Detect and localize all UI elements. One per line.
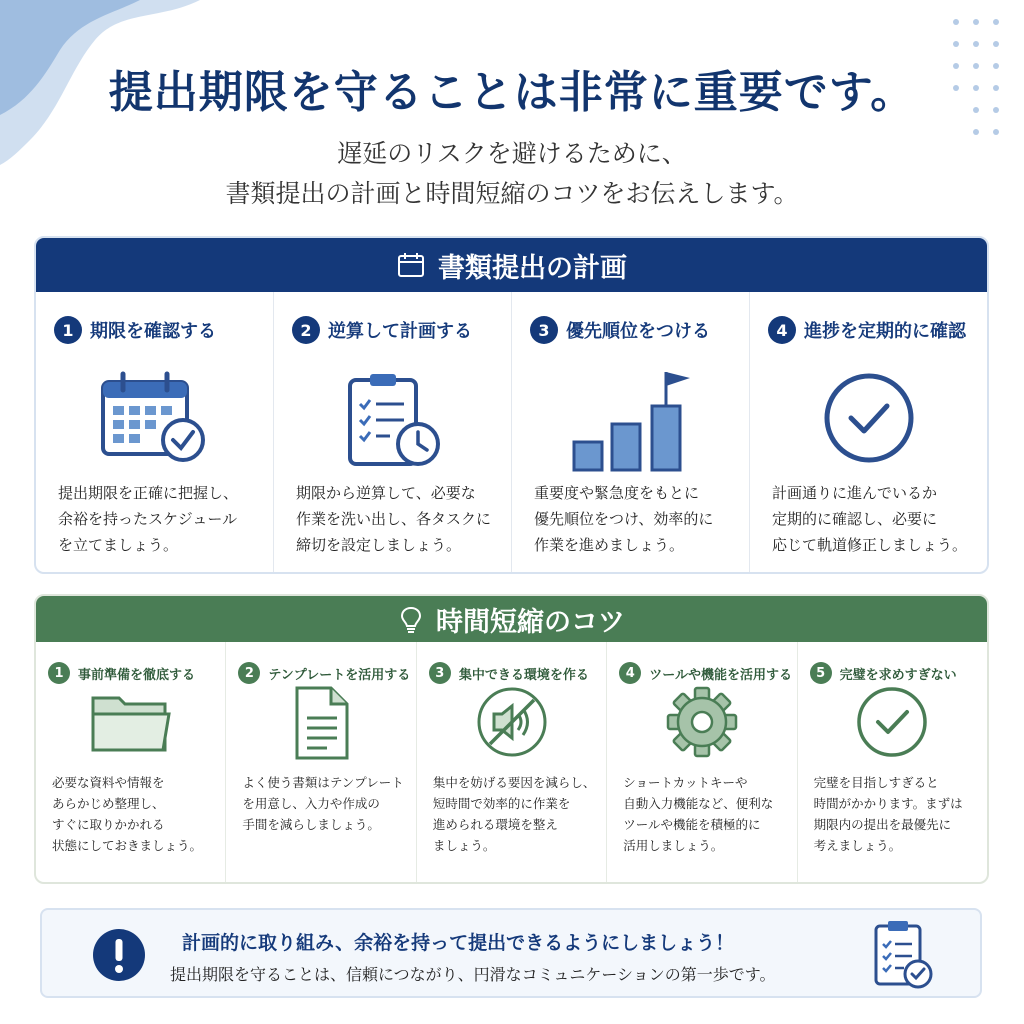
page-title: 提出期限を守ることは非常に重要です。: [108, 67, 916, 118]
clipboard-clock-icon: [338, 370, 448, 470]
tip-1: [36, 642, 225, 882]
tip-description: 集中を妨げる要因を減らし、 短時間で効率的に作業を 進められる環境を整え ましょう。: [432, 775, 596, 853]
tip-number: 3: [429, 662, 451, 684]
plan-step-2: [273, 292, 511, 572]
tip-number: 1: [48, 662, 70, 684]
tip-number: 5: [810, 662, 832, 684]
tip-title: テンプレートを活用する: [268, 667, 411, 683]
calendar-icon: [396, 250, 426, 280]
tip-title: 集中できる環境を作る: [458, 667, 589, 683]
bar-chart-flag-icon: [566, 370, 696, 474]
mute-icon: [474, 684, 550, 760]
step-number: 3: [530, 316, 558, 344]
folder-icon: [89, 684, 173, 758]
footer-callout: [40, 908, 982, 998]
clipboard-check-icon: [870, 918, 934, 990]
tips-section: [34, 594, 989, 884]
plan-step-1: [36, 292, 273, 572]
calendar-check-icon: [95, 370, 215, 470]
step-number: 1: [54, 316, 82, 344]
check-circle-icon: [854, 684, 930, 760]
tip-number: 2: [238, 662, 260, 684]
step-title: 逆算して計画する: [328, 321, 472, 342]
tip-title: 事前準備を徹底する: [78, 667, 196, 683]
step-description: 期限から逆算して、必要な 作業を洗い出し、各タスクに 締切を設定しましょう。: [296, 484, 492, 554]
step-description: 重要度や緊急度をもとに 優先順位をつけ、効率的に 作業を進めましょう。: [534, 484, 714, 554]
plan-section-title: 書類提出の計画: [438, 252, 627, 284]
tip-title: 完璧を求めすぎない: [839, 667, 957, 683]
tip-2: [225, 642, 415, 882]
document-icon: [289, 684, 353, 762]
tip-4: [606, 642, 796, 882]
step-number: 4: [768, 316, 796, 344]
plan-step-3: [511, 292, 749, 572]
tip-description: 必要な資料や情報を あらかじめ整理し、 すぐに取りかかれる 状態にしておきましょう。: [52, 775, 203, 853]
tip-3: [416, 642, 606, 882]
step-description: 計画通りに進んでいるか 定期的に確認し、必要に 応じて軌道修正しましょう。: [772, 484, 968, 554]
step-description: 提出期限を正確に把握し、 余裕を持ったスケジュール を立てましょう。: [58, 484, 239, 554]
exclamation-icon: [92, 928, 146, 982]
tip-description: ショートカットキーや 自動入力機能など、便利な ツールや機能を積極的に 活用しましょう。: [623, 775, 774, 853]
footer-text: 提出期限を守ることは、信頼につながり、円滑なコミュニケーションの第一歩です。: [170, 965, 776, 984]
tip-title: ツールや機能を活用する: [649, 667, 792, 683]
page-subtitle: [0, 134, 1024, 214]
subtitle-line-1: 遅延のリスクを避けるために、: [337, 139, 687, 168]
subtitle-line-2: 書類提出の計画と時間短縮のコツをお伝えします。: [225, 179, 799, 208]
tip-number: 4: [619, 662, 641, 684]
tips-section-title: 時間短縮のコツ: [436, 606, 625, 638]
gear-icon: [664, 684, 740, 760]
tip-description: 完璧を目指しすぎると 時間がかかります。まずは 期限内の提出を最優先に 考えましょう。: [813, 775, 963, 853]
plan-section-header: [36, 238, 987, 292]
plan-step-4: [749, 292, 987, 572]
lightbulb-icon: [398, 604, 424, 634]
tips-section-header: [36, 596, 987, 642]
step-number: 2: [292, 316, 320, 344]
tip-description: よく使う書類はテンプレート を用意し、入力や作成の 手間を減らしましょう。: [242, 775, 404, 832]
step-title: 優先順位をつける: [566, 321, 710, 342]
step-title: 期限を確認する: [90, 321, 216, 342]
check-circle-icon: [821, 370, 917, 466]
step-title: 進捗を定期的に確認: [804, 321, 966, 342]
plan-section: [34, 236, 989, 574]
tip-5: [797, 642, 987, 882]
footer-headline: 計画的に取り組み、余裕を持って提出できるようにしましょう！: [182, 932, 735, 954]
